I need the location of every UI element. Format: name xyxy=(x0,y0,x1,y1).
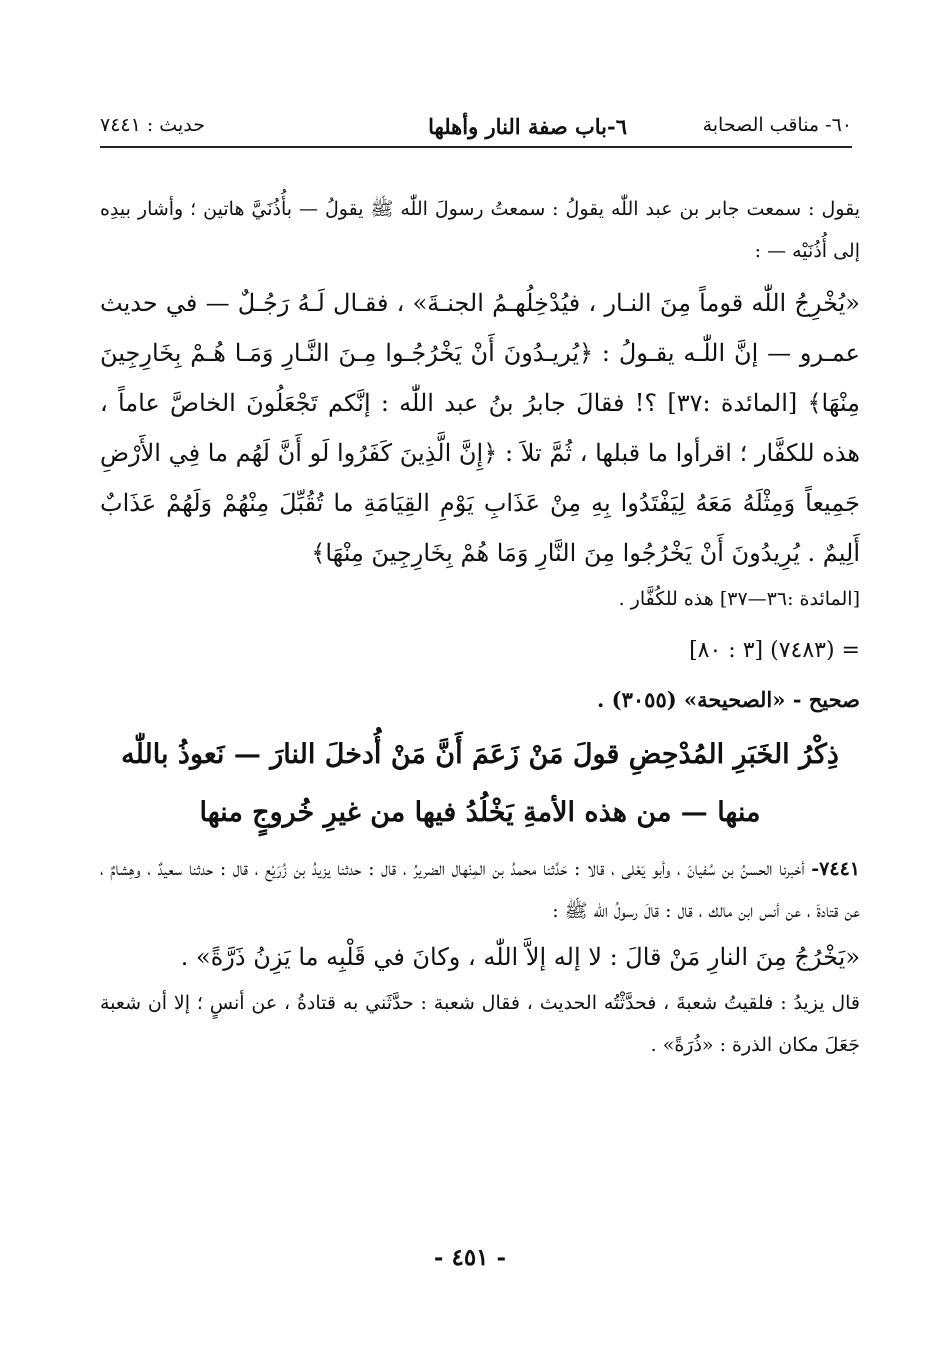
book-title: ٦٠- مناقب الصحابة xyxy=(702,114,852,136)
page-body xyxy=(100,188,860,1066)
hadith-grade: صحيح - «الصحيحة» (٣٠٥٥) . xyxy=(597,687,860,712)
section-title: ذِكْرُ الخَبَرِ المُدْحِضِ قولَ مَنْ زَعَمَ أَنَّ مَنْ أُدخلَ النارَ — نَعوذُ باللّٰه منها — من هذه الأمةِ يَخْلُدُ فيها من غيرِ خُروجٍ منها xyxy=(121,739,839,828)
quran-citation: [المائدة :٣٦—٣٧] هذه للكُفَّار . xyxy=(618,588,860,610)
hadith-text: «يُخْرِجُ اللّٰه قوماً مِنَ النـار ، فيُدْخِلُهـمُ الجنـةَ» ، فقـال لَـهُ رَجُـلٌ — في حديث عمـرو — إنَّ اللّٰـه يقـولُ : ﴿يُريـدُونَ أَنْ يَخْرُجُـوا مِـنَ النَّـارِ وَمَـا هُـمْ بِخَارِجِينَ مِنْهَا﴾ [المائدة :٣٧] ؟! فقالَ جابرُ بنُ عبد اللّٰه : إنَّكم تَجْعَلُونَ الخاصَّ عاماً ، هذه للكفَّار ؛ اقرأوا ما قبلها ، ثُمَّ تلاَ : ﴿إِنَّ الَّذِينَ كَفَرُوا لَو أَنَّ لَهُم ما فِي الأَرْضِ جَمِيعاً وَمِثْلَهُ مَعَهُ لِيَفْتَدُوا بِهِ مِنْ عَذَابِ يَوْمِ القِيَامَةِ ما تُقُبِّلَ مِنْهُمْ وَلَهُمْ عَذَابٌ أَلِيمٌ . يُرِيدُونَ أَنْ يَخْرُجُوا مِنَ النَّارِ وَمَا هُمْ بِخَارِجِينَ مِنْهَا﴾ xyxy=(100,289,861,567)
isnad-text: أخبرنا الحسنُ بن سُفيانَ ، وأبو يَعْلى ، قالا : حَدَّثنا محمدُ بن المِنْهال الضريرُ ، قال : حدثنا يزيدُ بن زُرَيْع ، قال : حدثنا سعيدٌ ، وهِشامٌ ، عن قتادةَ ، عن أنس ابن مالك ، قال : قالَ رسولُ اللّٰه ﷺ : xyxy=(100,858,860,922)
running-header xyxy=(100,108,852,148)
narration-intro: يقول : سمعت جابر بن عبد اللّٰه يقولُ : سمعتُ رسولَ اللّٰه ﷺ يقولُ — بأُذُنَيَّ هاتين ؛ وأشار بيدِه إلى أُذُنَيْه — : xyxy=(100,198,860,262)
isnad-paragraph xyxy=(100,848,860,932)
prophetic-saying: «يَخْرُجُ مِنَ النارِ مَنْ قالَ : لا إله إلاَّ اللّٰه ، وكانَ في قَلْبِه ما يَزِنُ ذَرَّةً» . xyxy=(180,943,860,971)
page-number: - ٤٥١ - xyxy=(433,1244,507,1271)
hadith-number: حديث : ٧٤٤١ xyxy=(100,114,205,136)
chapter-title: ٦-باب صفة النار وأهلها xyxy=(428,114,627,139)
header-rule xyxy=(100,146,852,148)
cross-reference: = (٧٤٨٣) [٣ : ٨٠] xyxy=(689,638,860,663)
commentary: قال يزيدُ : فلقيتُ شعبةَ ، فحدَّثْتُه الحديث ، فقال شعبة : حدَّثَني به قتادةُ ، عن أنسٍ ؛ إلا أن شعبة جَعَلَ مكان الذرة : «ذُرَةً» . xyxy=(100,992,860,1056)
hadith-index: ٧٤٤١- xyxy=(811,858,860,880)
